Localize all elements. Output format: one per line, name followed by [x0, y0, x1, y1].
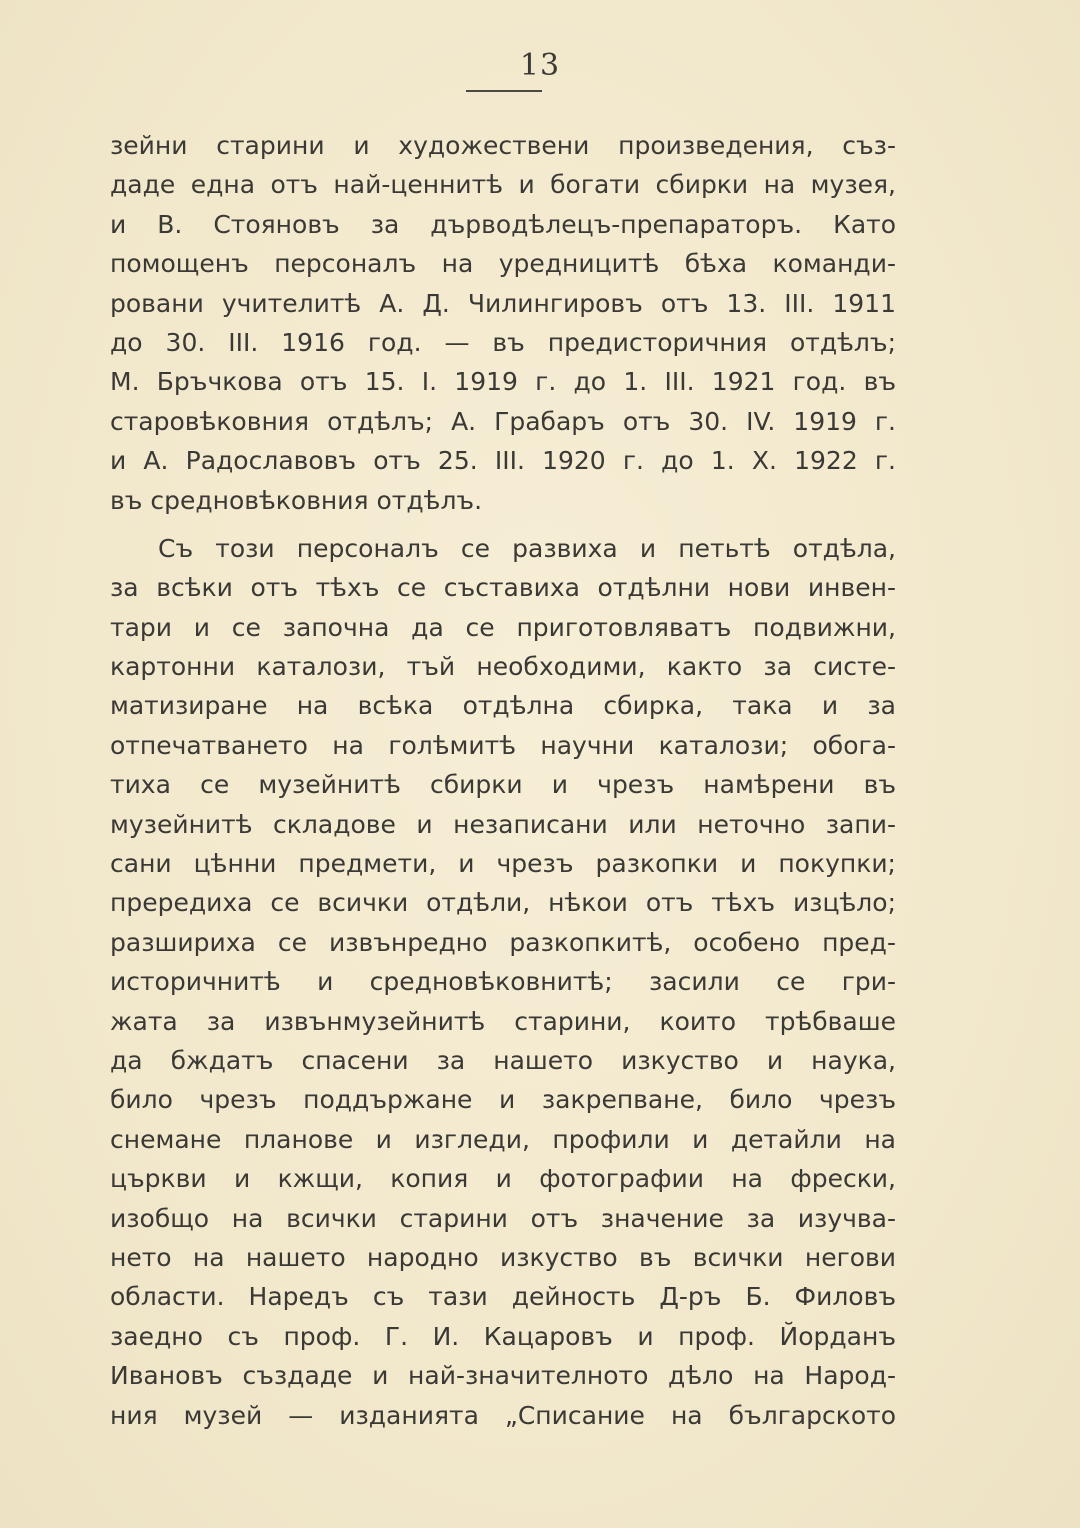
- paragraph-gap: [110, 520, 896, 529]
- text-line: заедно съ проф. Г. И. Кацаровъ и проф. Йорданъ: [110, 1321, 896, 1351]
- text-line: области. Наредъ съ тази дейность Д-ръ Б. Филовъ: [110, 1282, 896, 1312]
- text-line: Съ този персоналъ се развиха и петьтѣ отдѣла,: [158, 533, 896, 563]
- text-line: църкви и кжщи, копия и фотографии на фрески,: [110, 1164, 896, 1194]
- text-line: за всѣки отъ тѣхъ се съставиха отдѣлни нови инвен-: [110, 573, 896, 603]
- text-line: картонни каталози, тъй необходими, както за систе-: [110, 652, 896, 682]
- text-line: ния музей — изданията „Списание на българското: [110, 1400, 896, 1430]
- text-line: разшириха се извънредно разкопкитѣ, особено пред-: [110, 927, 896, 957]
- text-line: било чрезъ поддържане и закрепване, било чрезъ: [110, 1085, 896, 1115]
- text-line: до 30. III. 1916 год. — въ предисторичния отдѣлъ;: [110, 327, 896, 357]
- paragraph-1: [110, 126, 896, 520]
- text-line: тари и се започна да се приготовляватъ подвижни,: [110, 612, 896, 642]
- text-line: зейни старини и художествени произведения, съз-: [110, 131, 896, 160]
- text-line: даде една отъ най-ценнитѣ и богати сбирки на музея,: [110, 170, 896, 200]
- paragraph-2: [110, 529, 896, 1435]
- text-line: снемане планове и изгледи, профили и детайли на: [110, 1124, 896, 1154]
- text-line: М. Бръчкова отъ 15. I. 1919 г. до 1. III. 1921 год. въ: [110, 367, 896, 397]
- text-line: помощенъ персоналъ на уредницитѣ бѣха команди-: [110, 249, 896, 279]
- text-line: да бждатъ спасени за нашето изкуство и наука,: [110, 1045, 896, 1075]
- body-text: [110, 126, 896, 1435]
- text-line: Ивановъ създаде и най-значителното дѣло на Народ-: [110, 1361, 896, 1391]
- text-line: тиха се музейнитѣ сбирки и чрезъ намѣрени въ: [110, 770, 896, 800]
- page-number: 13: [519, 48, 561, 83]
- text-line: изобщо на всички старини отъ значение за изучва-: [110, 1203, 896, 1233]
- text-line: историчнитѣ и средновѣковнитѣ; засили се гри-: [110, 967, 896, 997]
- text-line: сани цѣнни предмети, и чрезъ разкопки и покупки;: [110, 849, 896, 879]
- text-line: музейнитѣ складове и незаписани или неточно запи-: [110, 809, 896, 839]
- text-line: нето на нашето народно изкуство въ всички негови: [110, 1242, 896, 1272]
- text-line: въ средновѣковния отдѣлъ.: [110, 485, 483, 515]
- text-line: прередиха се всички отдѣли, нѣкои отъ тѣхъ изцѣло;: [110, 888, 896, 918]
- text-line: жата за извънмузейнитѣ старини, които трѣбваше: [110, 1006, 896, 1036]
- text-line: матизиране на всѣка отдѣлна сбирка, така и за: [110, 691, 896, 721]
- text-line: и В. Стояновъ за дърводѣлецъ-препараторъ. Като: [110, 209, 896, 239]
- text-line: и А. Радославовъ отъ 25. III. 1920 г. до 1. X. 1922 г.: [110, 446, 896, 476]
- page-number-rule: [466, 90, 542, 92]
- text-line: отпечатването на голѣмитѣ научни каталози; обога-: [110, 730, 896, 760]
- text-line: ровани учителитѣ А. Д. Чилингировъ отъ 13. III. 1911: [110, 288, 896, 318]
- text-line: старовѣковния отдѣлъ; А. Грабаръ отъ 30. IV. 1919 г.: [110, 406, 896, 436]
